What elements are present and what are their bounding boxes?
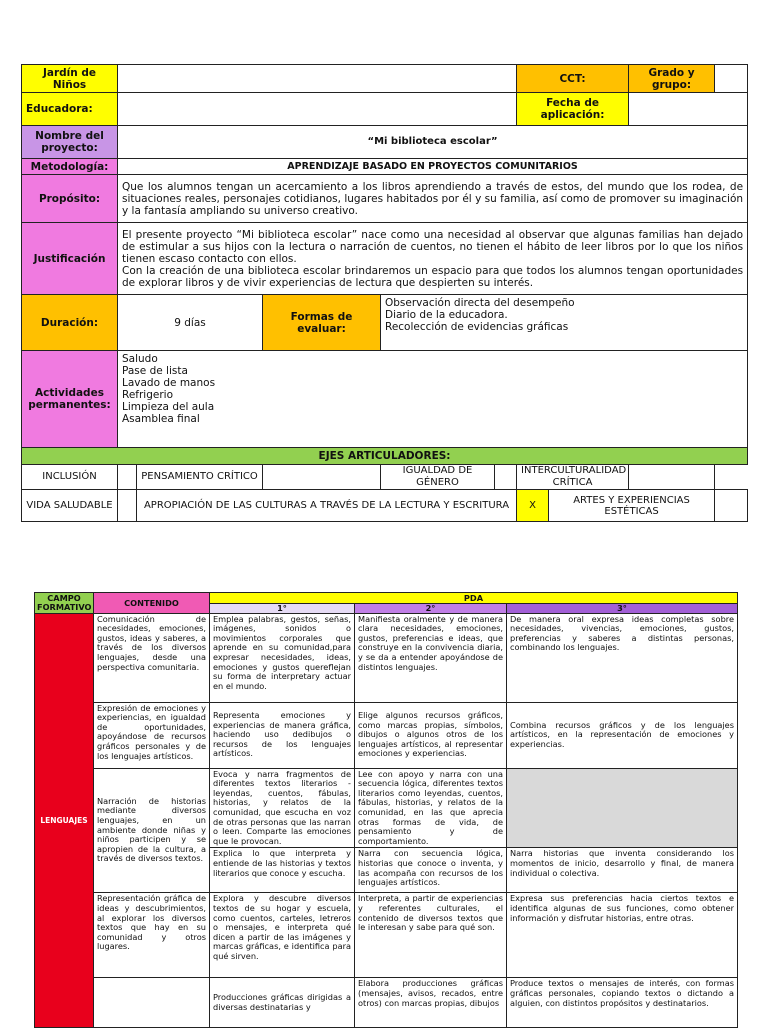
- grado-label: Grado y grupo:: [629, 65, 715, 93]
- nombre-value: “Mi biblioteca escolar”: [118, 126, 748, 159]
- justificacion-value: [118, 223, 748, 295]
- pda-cell: Narra con secuencia lógica, historias que conoce o inventa, y las acompaña con recursos de los lenguajes artísticos.: [355, 848, 507, 893]
- eje-inclusion-check[interactable]: [118, 465, 137, 490]
- pda-cell: Combina recursos gráficos y de los lenguajes artísticos, en la representación de emociones y experiencias.: [507, 702, 738, 768]
- formas-item: Observación directa del desempeño: [385, 297, 575, 309]
- pda-table: [34, 592, 738, 1028]
- contenido-cell: Narración de historias mediante diversos lenguajes, en un ambiente donde niñas y niños participen y se apropien de la cultura, a través de diversos textos.: [94, 768, 210, 893]
- project-info-table: [21, 64, 748, 522]
- duracion-label: Duración:: [22, 295, 118, 351]
- eje-artes: ARTES Y EXPERIENCIAS ESTÉTICAS: [549, 490, 715, 522]
- ejes-header: EJES ARTICULADORES:: [22, 448, 748, 465]
- pda-cell: Explora y descubre diversos textos de su hogar y escuela, como cuentos, carteles, letreros o mensajes, e interpreta qué dicen a partir de las imágenes y marcas gráficas, e identifica para qué sirven.: [210, 893, 355, 978]
- pda-cell: Expresa sus preferencias hacia ciertos textos e identifica algunas de sus funciones, como obtener información y disfrutar historias, entre otras.: [507, 893, 738, 978]
- actividades-label: Actividades permanentes:: [22, 351, 118, 448]
- pda-cell: Elabora producciones gráficas (mensajes, avisos, recados, entre otros) con marcas propias, dibujos: [355, 978, 507, 1028]
- contenido-cell: Representación gráfica de ideas y descubrimientos, al explorar los diversos textos que hay en su comunidad y otros lugares.: [94, 893, 210, 978]
- pda-cell-empty: [507, 768, 738, 848]
- formas-label: Formas de evaluar:: [263, 295, 381, 351]
- justificacion-paragraph-1: El presente proyecto “Mi biblioteca escolar” nace como una necesidad al observar que algunas familias han dejado de estimular a sus hijos con la lectura o narración de cuentos, no tienen el hábito de leer libros por lo que los niños tienen escaso contacto con ellos.: [122, 228, 744, 265]
- proposito-label: Propósito:: [22, 175, 118, 223]
- eje-apropiacion: APROPIACIÓN DE LAS CULTURAS A TRAVÉS DE LA LECTURA Y ESCRITURA: [137, 490, 517, 522]
- pda-cell: Manifiesta oralmente y de manera clara necesidades, emociones, gustos, preferencias e ideas, que construye en la convivencia diaria, y se da a entender apoyándose de distintos lenguajes.: [355, 613, 507, 702]
- contenido-cell: Comunicación de necesidades, emociones, gustos, ideas y saberes, a través de los diversos lenguajes, desde una perspectiva comunitaria.: [94, 613, 210, 702]
- eje-intercultural-check[interactable]: [629, 465, 715, 490]
- pda-cell: Evoca y narra fragmentos de diferentes textos literarios -leyendas, cuentos, fábulas, historias, y relatos de la comunidad, que escucha en voz de otras personas que las narran o leen. Comparte las emociones que le provocan.: [210, 768, 355, 848]
- actividad-item: Pase de lista: [122, 365, 188, 377]
- actividad-item: Saludo: [122, 353, 158, 365]
- eje-artes-check[interactable]: [715, 490, 748, 522]
- justificacion-label: Justificación: [22, 223, 118, 295]
- fecha-label: Fecha de aplicación:: [517, 93, 629, 126]
- educadora-value[interactable]: [118, 93, 517, 126]
- eje-pensamiento-check[interactable]: [263, 465, 381, 490]
- eje-igualdad: IGUALDAD DE GÉNERO: [381, 465, 495, 490]
- eje-pensamiento: PENSAMIENTO CRÍTICO: [137, 465, 263, 490]
- proposito-value: Que los alumnos tengan un acercamiento a los libros aprendiendo a través de estos, del mundo que los rodea, de situaciones reales, personajes cotidianos, lugares habitados por él y su familia, así como de promover su imaginación y la fantasía ampliando su universo creativo.: [118, 175, 748, 223]
- eje-intercultural: INTERCULTURALIDAD CRÍTICA: [517, 465, 629, 490]
- formas-value: [381, 295, 748, 351]
- contenido-header: CONTENIDO: [94, 593, 210, 614]
- jardin-label: Jardín de Niños: [22, 65, 118, 93]
- eje-vida-check[interactable]: [118, 490, 137, 522]
- metodologia-label: Metodología:: [22, 159, 118, 175]
- formas-item: Diario de la educadora.: [385, 309, 508, 321]
- actividad-item: Asamblea final: [122, 413, 200, 425]
- grade-2-header: 2°: [355, 604, 507, 614]
- grade-1-header: 1°: [210, 604, 355, 614]
- contenido-cell: Expresión de emociones y experiencias, en igualdad de oportunidades, apoyándose de recursos gráficos personales y de los lenguajes artísticos.: [94, 702, 210, 768]
- actividades-value: [118, 351, 748, 448]
- formas-item: Recolección de evidencias gráficas: [385, 321, 569, 333]
- pda-cell: Representa emociones y experiencias de manera gráfica, haciendo uso dedibujos o recursos de los lenguajes artísticos.: [210, 702, 355, 768]
- pda-cell: Interpreta, a partir de experiencias y referentes culturales, el contenido de diversos textos que le interesan y sabe para qué son.: [355, 893, 507, 978]
- contenido-cell: [94, 978, 210, 1028]
- educadora-label: Educadora:: [22, 93, 118, 126]
- pda-cell: Lee con apoyo y narra con una secuencia lógica, diferentes textos literarios como leyendas, cuentos, fábulas, historias, y relatos de la comunidad, en las que aprecia otras formas de vida, de pensamiento y de comportamiento.: [355, 768, 507, 848]
- campo-lenguajes: LENGUAJES: [35, 613, 94, 1028]
- fecha-value[interactable]: [629, 93, 748, 126]
- eje-apropiacion-check[interactable]: X: [517, 490, 549, 522]
- pda-cell: Produce textos o mensajes de interés, con formas gráficas personales, copiando textos o dictando a alguien, con distintos propósitos y destinatarios.: [507, 978, 738, 1028]
- cct-label: CCT:: [517, 65, 629, 93]
- actividad-item: Limpieza del aula: [122, 401, 215, 413]
- eje-inclusion: INCLUSIÓN: [22, 465, 118, 490]
- pda-cell: Narra historias que inventa considerando los momentos de inicio, desarrollo y final, de manera individual o colectiva.: [507, 848, 738, 893]
- eje-igualdad-check[interactable]: [495, 465, 517, 490]
- pda-cell: Explica lo que interpreta y entiende de las historias y textos literarios que conoce y escucha.: [210, 848, 355, 893]
- eje-vida: VIDA SALUDABLE: [22, 490, 118, 522]
- actividad-item: Refrigerio: [122, 389, 173, 401]
- metodologia-value: APRENDIZAJE BASADO EN PROYECTOS COMUNITARIOS: [118, 159, 748, 175]
- campo-header: CAMPO FORMATIVO: [35, 593, 94, 614]
- actividad-item: Lavado de manos: [122, 377, 216, 389]
- duracion-value: 9 días: [118, 295, 263, 351]
- pda-cell: Emplea palabras, gestos, señas, imágenes, sonidos o movimientos corporales que aprende en su comunidad,para expresar necesidades, ideas, emociones y gustos quereflejan su forma de interpretary actuar en el mundo.: [210, 613, 355, 702]
- pda-cell: De manera oral expresa ideas completas sobre necesidades, vivencias, emociones, gustos, preferencias y saberes a distintas personas, combinando los lenguajes.: [507, 613, 738, 702]
- grade-3-header: 3°: [507, 604, 738, 614]
- pda-cell: Elige algunos recursos gráficos, como marcas propias, símbolos, dibujos o algunos otros de los lenguajes artísticos, al representar emociones y experiencias.: [355, 702, 507, 768]
- pda-cell: Producciones gráficas dirigidas a diversas destinatarias y: [210, 978, 355, 1028]
- justificacion-paragraph-2: Con la creación de una biblioteca escolar brindaremos un espacio para que todos los alumnos tengan oportunidades de explorar libros y de vivir experiencias de lectura que despierten su interés.: [122, 264, 744, 289]
- jardin-value[interactable]: [118, 65, 517, 93]
- pda-header: PDA: [210, 593, 738, 604]
- grado-value[interactable]: [715, 65, 748, 93]
- nombre-label: Nombre del proyecto:: [22, 126, 118, 159]
